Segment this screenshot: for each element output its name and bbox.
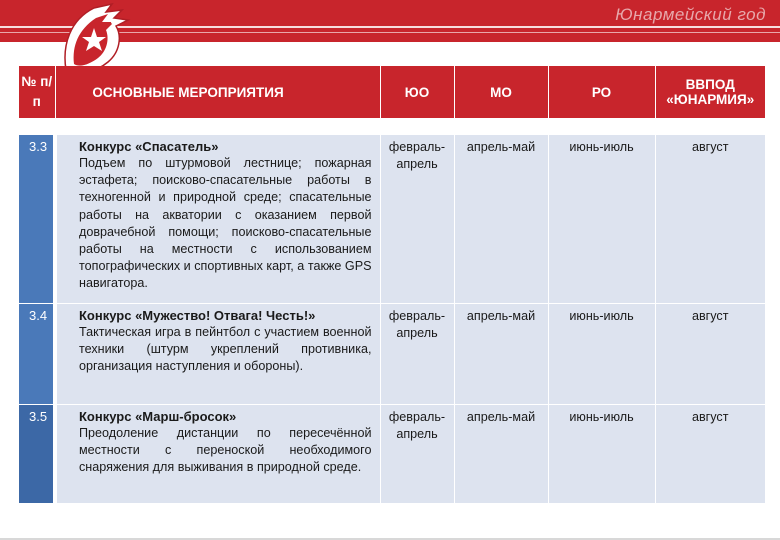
vvpod-period: август bbox=[655, 303, 765, 404]
activity-title: Конкурс «Марш-бросок» bbox=[79, 408, 237, 424]
vvpod-period: август bbox=[655, 404, 765, 503]
row-number: 3.4 bbox=[19, 303, 55, 404]
activity-description: Тактическая игра в пейнтбол с участием военной техники (штурм укреплений противника, организация наступления и обороны). bbox=[79, 324, 372, 374]
ro-period: июнь-июль bbox=[548, 303, 655, 404]
mo-period: апрель-май bbox=[454, 303, 548, 404]
header-yuo: ЮО bbox=[380, 66, 454, 118]
header-mo: МО bbox=[454, 66, 548, 118]
header-ro: РО bbox=[548, 66, 655, 118]
row-number: 3.5 bbox=[19, 404, 55, 503]
activity-cell bbox=[55, 404, 380, 503]
activity-cell bbox=[55, 135, 380, 304]
events-table bbox=[19, 66, 765, 503]
table-row bbox=[19, 135, 765, 304]
header-vvpod: ВВПОД «ЮНАРМИЯ» bbox=[655, 66, 765, 118]
table-header-row bbox=[19, 66, 765, 118]
yuo-period: февраль-апрель bbox=[380, 404, 454, 503]
vvpod-period: август bbox=[655, 135, 765, 304]
activity-cell bbox=[55, 303, 380, 404]
activity-title: Конкурс «Мужество! Отвага! Честь!» bbox=[79, 307, 316, 323]
yuo-period: февраль-апрель bbox=[380, 135, 454, 304]
mo-period: апрель-май bbox=[454, 404, 548, 503]
ro-period: июнь-июль bbox=[548, 404, 655, 503]
activity-title: Конкурс «Спасатель» bbox=[79, 139, 219, 154]
table-row bbox=[19, 404, 765, 503]
header-num: № п/п bbox=[19, 66, 55, 118]
header-activity: ОСНОВНЫЕ МЕРОПРИЯТИЯ bbox=[55, 66, 380, 118]
activity-description: Преодоление дистанции по пересечённой местности с переноской необходимого снаряжения для выживания в природной среде. bbox=[79, 425, 372, 475]
slide-title: Юнармейский год bbox=[615, 5, 766, 24]
ro-period: июнь-июль bbox=[548, 135, 655, 304]
activity-description: Подъем по штурмовой лестнице; пожарная эстафета; поисково-спасательные работы в техногенной и природной среде; спасательные работы на акватории с оказанием первой доврачебной помощи; поисково-спасательные работы на местности с использованием топографических и спортивных карт, а также GPS навигатора. bbox=[79, 156, 372, 291]
table-row bbox=[19, 303, 765, 404]
row-number: 3.3 bbox=[19, 135, 55, 304]
mo-period: апрель-май bbox=[454, 135, 548, 304]
yuo-period: февраль-апрель bbox=[380, 303, 454, 404]
